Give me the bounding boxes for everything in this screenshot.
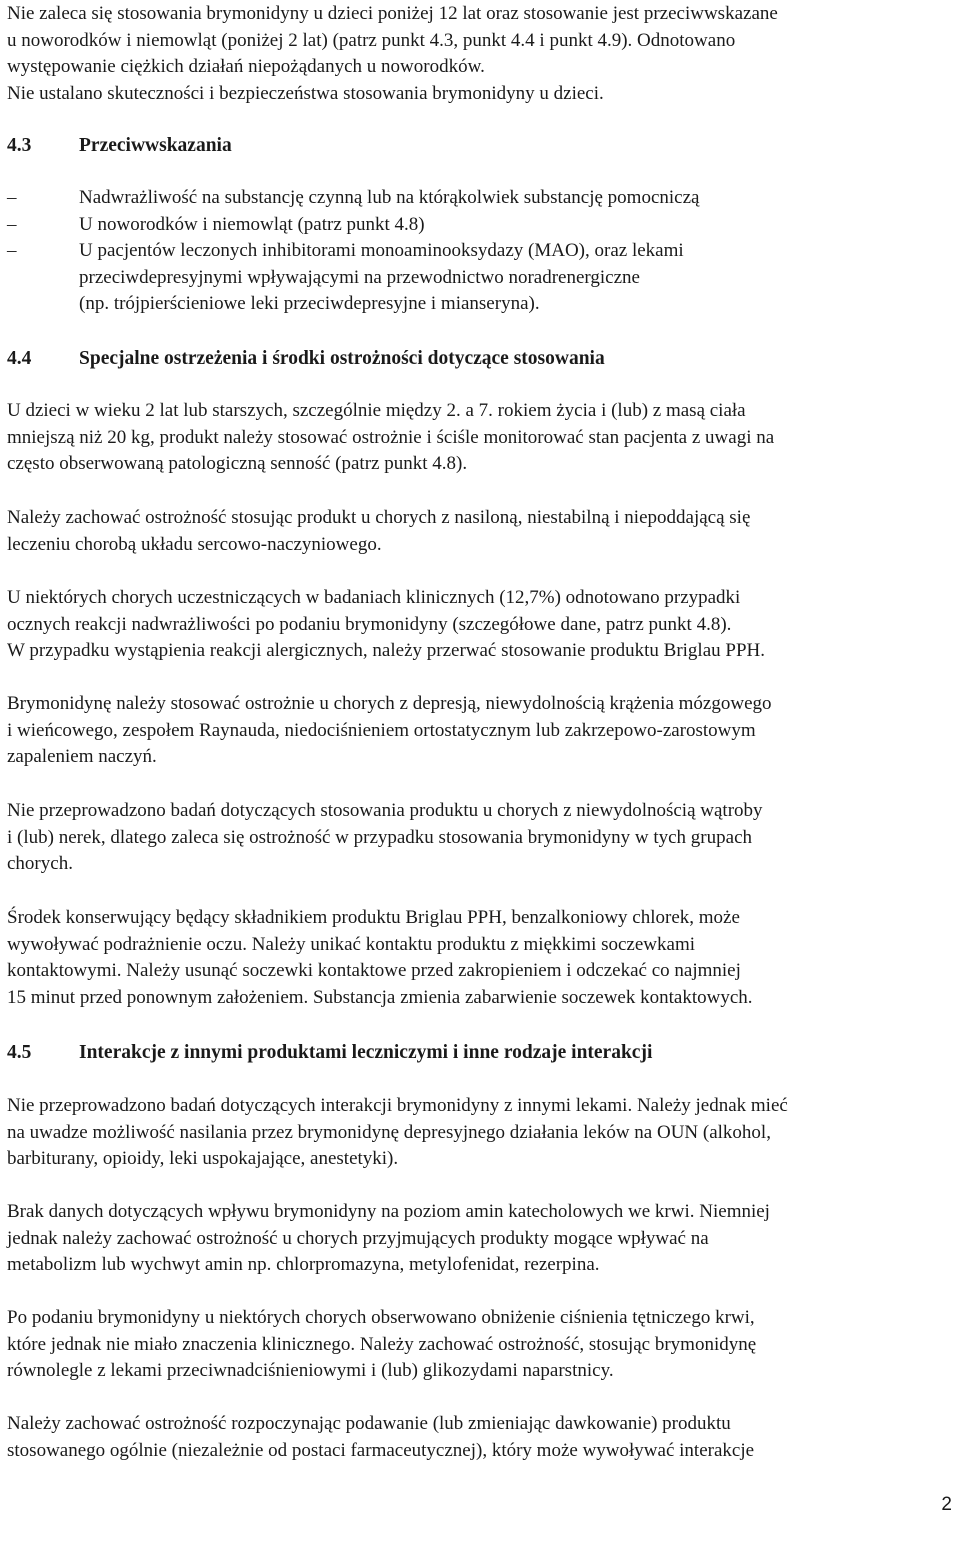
text-line: U noworodków i niemowląt (patrz punkt 4.8) (79, 213, 425, 235)
list-item (7, 238, 699, 318)
section-title: Interakcje z innymi produktami leczniczymi i inne rodzaje interakcji (79, 1042, 653, 1063)
dash-bullet: – (7, 213, 17, 235)
dash-bullet: – (7, 187, 17, 208)
text-line: i wieńcowego, zespołem Raynauda, niedociśnieniem ortostatycznym lub zakrzepowo-zarostowym (7, 719, 756, 741)
text-line: Brymonidynę należy stosować ostrożnie u chorych z depresją, niewydolnością krążenia mózgowego (7, 693, 772, 714)
intro-paragraph (7, 1, 778, 107)
text-line: jednak należy zachować ostrożność u chorych przyjmujących produkty mogące wpływać na (7, 1227, 709, 1249)
text-line: Nie zaleca się stosowania brymonidyny u dzieci poniżej 12 lat oraz stosowanie jest przeciwwskazane (7, 3, 778, 24)
section-heading-4-3 (7, 133, 232, 159)
text-line: kontaktowymi. Należy usunąć soczewki kontaktowe przed zakropieniem i odczekać co najmniej (7, 960, 741, 981)
text-line: U niektórych chorych uczestniczących w badaniach klinicznych (12,7%) odnotowano przypadki (7, 587, 741, 608)
text-line: 15 minut przed ponownym założeniem. Substancja zmienia zabarwienie soczewek kontaktowych. (7, 986, 753, 1008)
text-line: chorych. (7, 853, 73, 874)
text-line: i (lub) nerek, dlatego zaleca się ostrożność w przypadku stosowania brymonidyny w tych grupach (7, 826, 752, 848)
text-line: u noworodków i niemowląt (poniżej 2 lat) (patrz punkt 4.3, punkt 4.4 i punkt 4.9). Odnotowano (7, 29, 736, 51)
text-line: równolegle z lekami przeciwnadciśnieniowymi i (lub) glikozydami naparstnicy. (7, 1360, 614, 1381)
section-number: 4.4 (7, 348, 32, 369)
text-line: mniejszą niż 20 kg, produkt należy stosować ostrożnie i ściśle monitorować stan pacjenta z uwagi na (7, 426, 775, 448)
text-line: na uwadze możliwość nasilania przez brymonidynę depresyjnego działania leków na OUN (alkohol, (7, 1121, 771, 1143)
text-line: często obserwowaną patologiczną senność (patrz punkt 4.8). (7, 453, 468, 474)
paragraph (7, 1305, 756, 1385)
paragraph (7, 691, 772, 771)
paragraph (7, 398, 774, 478)
text-line: Po podaniu brymonidyny u niektórych chorych obserwowano obniżenie ciśnienia tętniczego krwi, (7, 1307, 755, 1328)
text-line: wywoływać podrażnienie oczu. Należy unikać kontaktu produktu z miękkimi soczewkami (7, 933, 695, 955)
text-line: zapaleniem naczyń. (7, 746, 157, 767)
text-line: Nie ustalano skuteczności i bezpieczeństwa stosowania brymonidyny u dzieci. (7, 82, 604, 104)
text-line: metabolizm lub wychwyt amin np. chlorpromazyna, metylofenidat, rezerpina. (7, 1254, 600, 1275)
list-item (7, 212, 699, 239)
text-line: W przypadku wystąpienia reakcji alergicznych, należy przerwać stosowanie produktu Briglau PPH. (7, 640, 765, 661)
paragraph (7, 1093, 788, 1173)
paragraph (7, 905, 753, 1011)
text-line: Środek konserwujący będący składnikiem produktu Briglau PPH, benzalkoniowy chlorek, może (7, 907, 740, 928)
text-line: Brak danych dotyczących wpływu brymonidyny na poziom amin katecholowych we krwi. Niemniej (7, 1201, 770, 1222)
text-line: U pacjentów leczonych inhibitorami monoaminooksydazy (MAO), oraz lekami (79, 240, 684, 261)
text-line: występowanie ciężkich działań niepożądanych u noworodków. (7, 56, 485, 77)
text-line: Nie przeprowadzono badań dotyczących interakcji brymonidyny z innymi lekami. Należy jednak mieć (7, 1095, 788, 1116)
text-line: przeciwdepresyjnymi wpływającymi na przewodnictwo noradrenergiczne (79, 266, 640, 288)
paragraph (7, 1411, 754, 1464)
text-line: stosowanego ogólnie (niezależnie od postaci farmaceutycznej), który może wywoływać interakcje (7, 1439, 755, 1461)
section-number: 4.5 (7, 1042, 32, 1063)
section-title: Przeciwwskazania (79, 135, 232, 156)
section-title: Specjalne ostrzeżenia i środki ostrożności dotyczące stosowania (79, 348, 605, 369)
text-line: barbiturany, opioidy, leki uspokajające, anestetyki). (7, 1148, 399, 1169)
text-line: które jednak nie miało znaczenia klinicznego. Należy zachować ostrożność, stosując brymonidynę (7, 1333, 757, 1355)
page-number: 2 (941, 1494, 952, 1515)
paragraph (7, 1199, 770, 1279)
text-line: Należy zachować ostrożność stosując produkt u chorych z nasiloną, niestabilną i niepoddającą się (7, 507, 751, 528)
text-line: Nie przeprowadzono badań dotyczących stosowania produktu u chorych z niewydolnością wątroby (7, 800, 763, 821)
section-heading-4-4 (7, 346, 605, 372)
text-line: Nadwrażliwość na substancję czynną lub na którąkolwiek substancję pomocniczą (79, 187, 700, 208)
text-line: leczeniu chorobą układu sercowo-naczyniowego. (7, 533, 382, 555)
dash-bullet: – (7, 240, 17, 261)
text-line: Należy zachować ostrożność rozpoczynając podawanie (lub zmieniając dawkowanie) produktu (7, 1413, 731, 1434)
text-line: (np. trójpierścieniowe leki przeciwdepresyjne i mianseryna). (79, 293, 540, 314)
text-line: U dzieci w wieku 2 lat lub starszych, szczególnie między 2. a 7. rokiem życia i (lub) z masą ciała (7, 400, 746, 421)
contraindications-list (7, 185, 699, 318)
list-item (7, 185, 699, 212)
paragraph (7, 585, 765, 665)
paragraph (7, 505, 750, 558)
section-heading-4-5 (7, 1040, 652, 1066)
section-number: 4.3 (7, 135, 32, 156)
text-line: ocznych reakcji nadwrażliwości po podaniu brymonidyny (szczegółowe dane, patrz punkt 4.8). (7, 613, 732, 635)
paragraph (7, 798, 763, 878)
